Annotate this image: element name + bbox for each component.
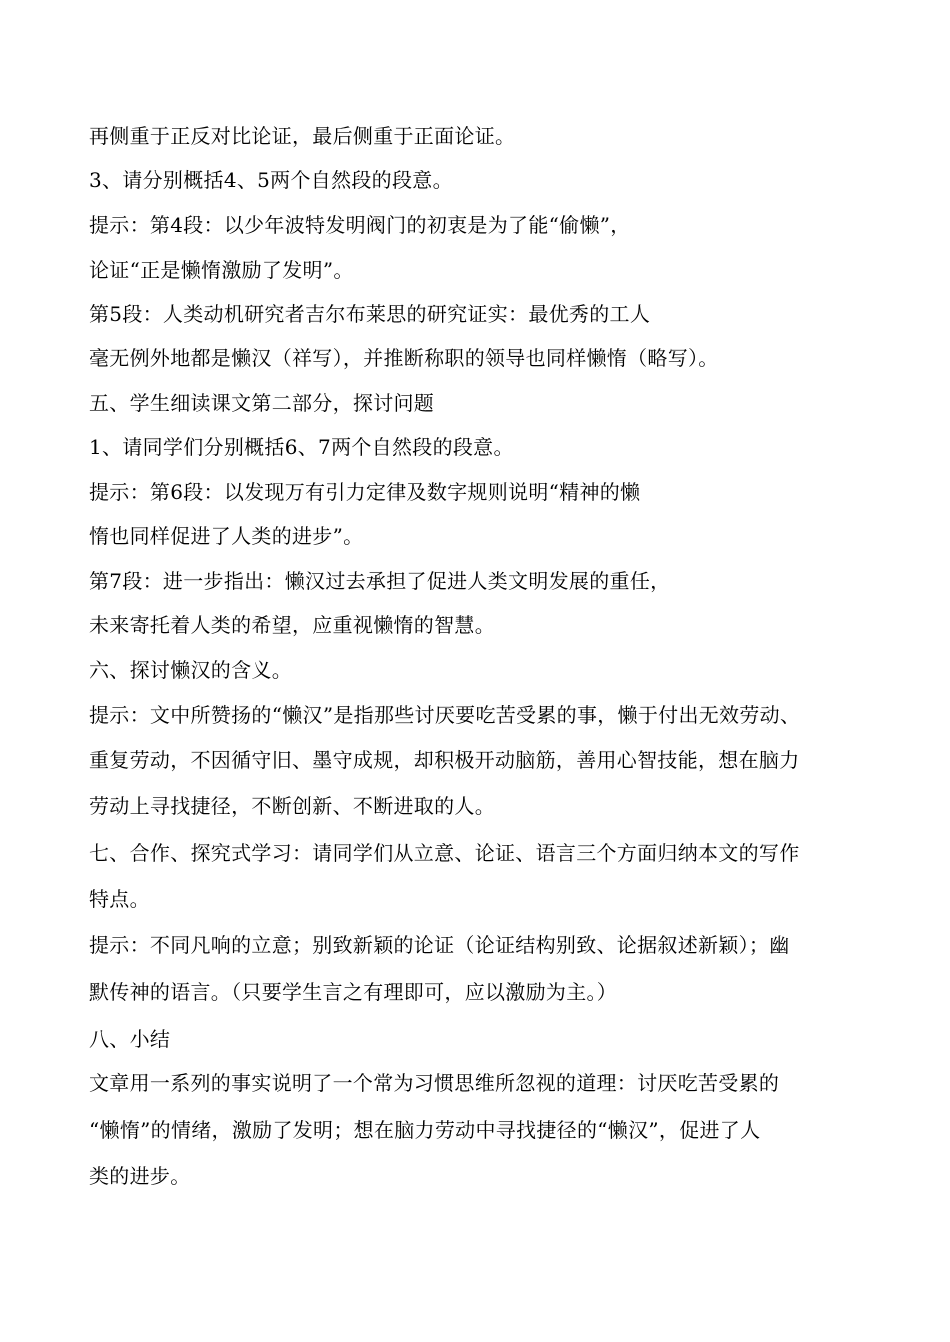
text-line: 特点。 <box>89 887 150 911</box>
text-line: 提示：第6段：以发现万有引力定律及数字规则说明“精神的懒 <box>89 480 641 504</box>
text-line: 未来寄托着人类的希望，应重视懒惰的智慧。 <box>89 613 495 637</box>
text-line: 提示：不同凡响的立意；别致新颖的论证（论证结构别致、论据叙述新颖）；幽 <box>89 933 790 957</box>
text-line: 第5段：人类动机研究者吉尔布莱思的研究证实：最优秀的工人 <box>89 302 651 326</box>
text-line: 论证“正是懒惰激励了发明”。 <box>89 258 354 282</box>
section-heading: 五、学生细读课文第二部分，探讨问题 <box>89 391 435 415</box>
text-line: 提示：文中所赞扬的“懒汉”是指那些讨厌要吃苦受累的事，懒于付出无效劳动、 <box>89 703 801 727</box>
text-line: 类的进步。 <box>89 1164 191 1188</box>
text-line: “懒惰”的情绪，激励了发明；想在脑力劳动中寻找捷径的“懒汉”，促进了人 <box>89 1118 761 1142</box>
section-heading: 七、合作、探究式学习：请同学们从立意、论证、语言三个方面归纳本文的写作 <box>89 841 800 865</box>
text-line: 再侧重于正反对比论证，最后侧重于正面论证。 <box>89 124 516 148</box>
text-line: 默传神的语言。（只要学生言之有理即可，应以激励为主。） <box>89 980 618 1004</box>
section-heading: 六、探讨懒汉的含义。 <box>89 658 292 682</box>
text-line: 劳动上寻找捷径，不断创新、不断进取的人。 <box>89 794 495 818</box>
text-line: 惰也同样促进了人类的进步”。 <box>89 524 364 548</box>
text-line: 重复劳动，不因循守旧、墨守成规，却积极开动脑筋，善用心智技能，想在脑力 <box>89 748 800 772</box>
text-line: 1、请同学们分别概括6、7两个自然段的段意。 <box>89 435 514 459</box>
text-line: 毫无例外地都是懒汉（祥写），并推断称职的领导也同样懒惰（略写）。 <box>89 346 719 370</box>
text-line: 提示：第4段：以少年波特发明阀门的初衷是为了能“偷懒”， <box>89 213 631 237</box>
text-line: 文章用一系列的事实说明了一个常为习惯思维所忽视的道理：讨厌吃苦受累的 <box>89 1071 780 1095</box>
section-heading: 八、小结 <box>89 1027 171 1051</box>
text-line: 第7段：进一步指出：懒汉过去承担了促进人类文明发展的重任， <box>89 569 671 593</box>
text-line: 3、请分别概括4、5两个自然段的段意。 <box>89 168 453 192</box>
